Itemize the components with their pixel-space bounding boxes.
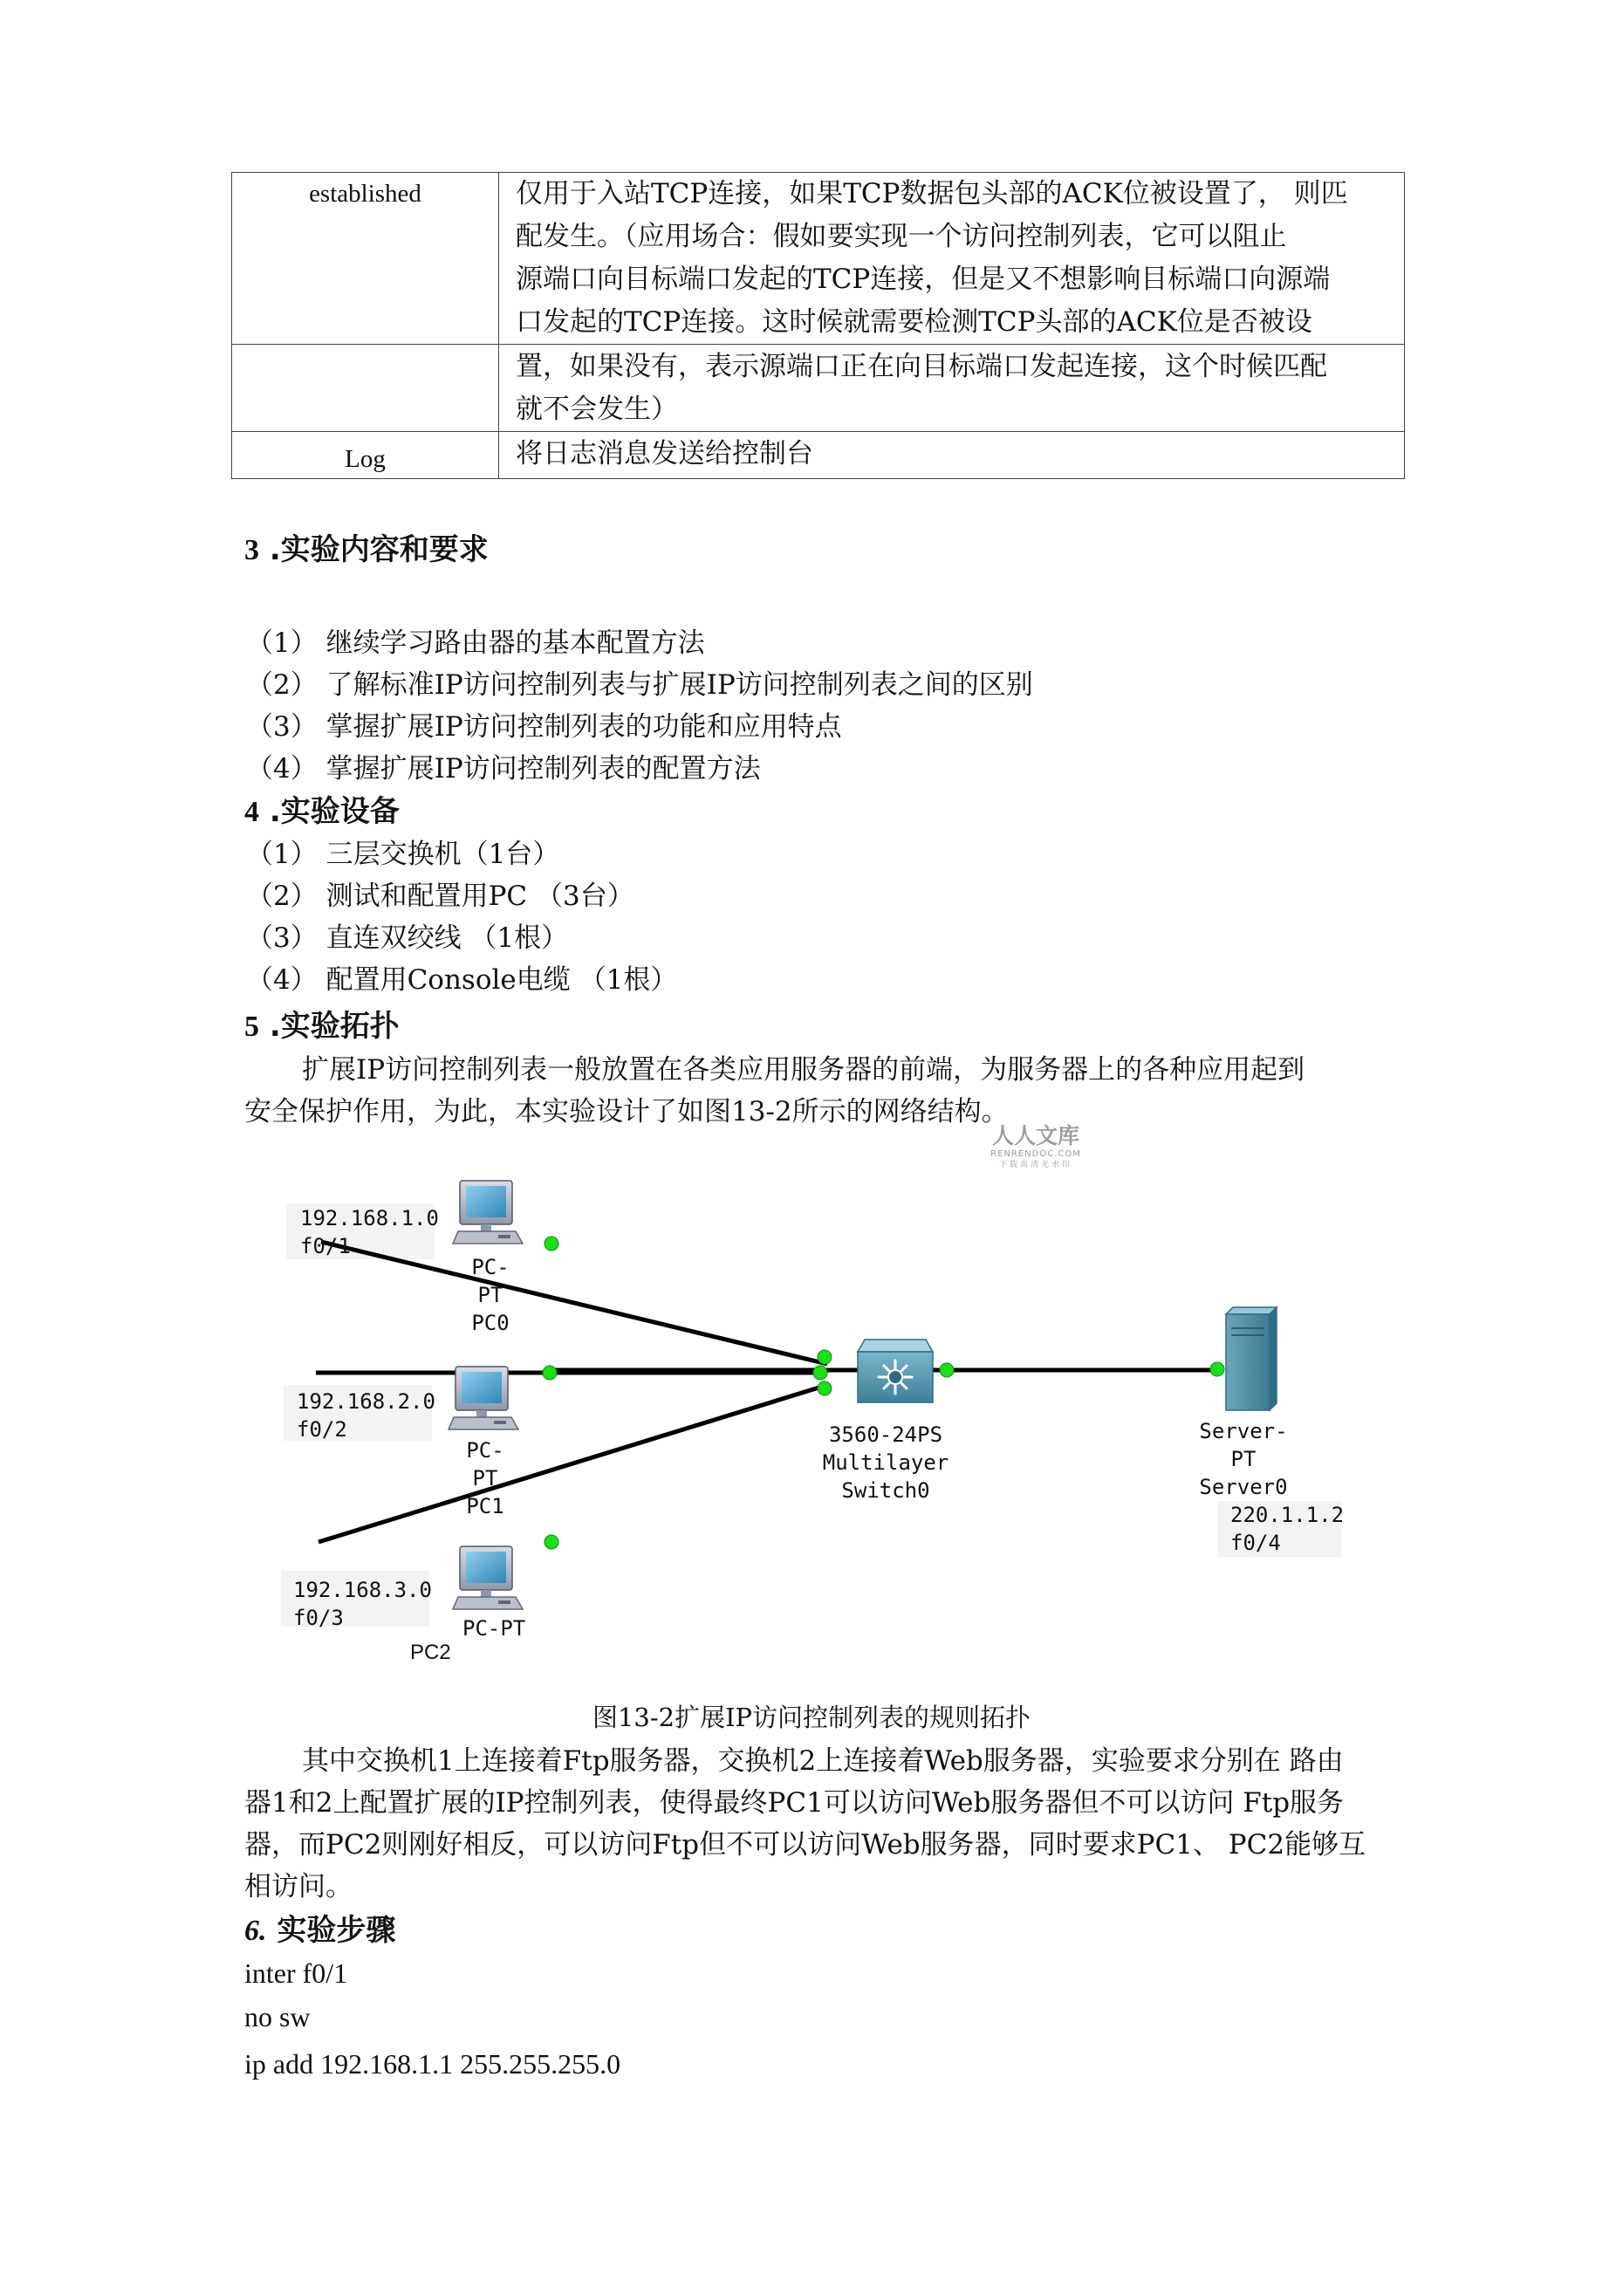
link-pc0-switch: [321, 1242, 827, 1364]
paragraph-line: 其中交换机1上连接着Ftp服务器，交换机2上连接着Web服务器，实验要求分别在 路由: [302, 1745, 1344, 1777]
server-port: f0/4: [1230, 1531, 1281, 1555]
port-up-indicator: [1210, 1362, 1224, 1376]
section-3-heading: [244, 529, 489, 572]
acl-keyword-table: [231, 172, 1405, 479]
table-desc-line: 将日志消息发送给控制台: [516, 438, 813, 469]
port-up-indicator: [544, 1237, 558, 1251]
pc1-device-label: [457, 1436, 513, 1520]
table-desc-line: 口发起的TCP连接。这时候就需要检测TCP头部的ACK位是否被设: [516, 306, 1312, 338]
switch-name: Multilayer Switch0: [822, 1450, 949, 1503]
port-up-indicator: [818, 1350, 832, 1364]
section-title: 实验步骤: [277, 1913, 396, 1948]
list-item: （3） 直连双绞线 （1根）: [246, 922, 569, 954]
port-up-indicator: [813, 1366, 827, 1380]
table-desc-line: 仅用于入站TCP连接，如果TCP数据包头部的ACK位被设置了， 则匹: [516, 178, 1348, 209]
pc2-computer-icon: [453, 1546, 523, 1609]
command-line: inter f0/1: [244, 1957, 348, 1989]
pc2-network-label: [293, 1576, 432, 1632]
section-title: .实验内容和要求: [269, 532, 489, 567]
pc1-name: PC1: [466, 1494, 504, 1518]
figure-caption: 图13-2扩展IP访问控制列表的规则拓扑: [592, 1703, 1031, 1732]
section-number: 6.: [244, 1915, 267, 1947]
server-ip: 220.1.1.2: [1230, 1503, 1345, 1527]
port-up-indicator: [940, 1363, 954, 1377]
section-number: 3: [244, 534, 259, 566]
section-number: 5: [244, 1011, 259, 1043]
list-item: （4） 掌握扩展IP访问控制列表的配置方法: [246, 753, 761, 785]
experiment-requirement-paragraph: [244, 1740, 1366, 1908]
watermark-logo: [979, 1124, 1092, 1170]
section-5-paragraph: [244, 1049, 1305, 1133]
pc1-subnet: 192.168.2.0: [297, 1389, 435, 1414]
server-icon: [1226, 1307, 1277, 1410]
server-device-label: [1187, 1417, 1300, 1501]
list-item: （4） 配置用Console电缆 （1根）: [246, 964, 678, 996]
watermark-title: 人人文库: [991, 1123, 1079, 1148]
config-commands: [244, 1951, 620, 2086]
section-3-list: [246, 622, 1033, 790]
table-desc-line: 置，如果没有，表示源端口正在向目标端口发起连接，这个时候匹配: [516, 351, 1327, 382]
watermark-url: RENRENDOC.COM: [990, 1149, 1081, 1159]
paragraph-line: 扩展IP访问控制列表一般放置在各类应用服务器的前端，为服务器上的各种应用起到: [302, 1054, 1305, 1086]
server-network-label: [1230, 1501, 1344, 1557]
table-desc-established: [516, 173, 1348, 344]
table-desc-continued: [516, 346, 1327, 431]
list-item: （1） 三层交换机（1台）: [246, 839, 560, 870]
table-row-divider: [232, 344, 1404, 345]
port-up-indicator: [544, 1535, 558, 1549]
pc2-name: PC2: [410, 1641, 451, 1664]
section-title: .实验设备: [269, 794, 400, 829]
pc0-port: f0/1: [300, 1234, 351, 1258]
section-title: .实验拓扑: [269, 1009, 400, 1044]
pc2-subnet: 192.168.3.0: [293, 1578, 432, 1602]
paragraph-line: 安全保护作用，为此，本实验设计了如图13-2所示的网络结构。: [244, 1096, 1009, 1127]
section-6-heading: [244, 1909, 395, 1952]
server-name: Server0: [1199, 1475, 1288, 1499]
network-topology-diagram: [279, 1169, 1352, 1667]
table-keyword-log: Log: [345, 445, 386, 473]
table-keyword-established: established: [309, 180, 421, 208]
paragraph-line: 器1和2上配置扩展的IP控制列表，使得最终PC1可以访问Web服务器但不可以访问 Ftp服务: [244, 1787, 1345, 1819]
table-desc-line: 就不会发生）: [516, 394, 678, 425]
switch-model: 3560-24PS: [828, 1422, 943, 1447]
pc1-network-label: [297, 1388, 435, 1443]
command-line: no sw: [244, 2001, 311, 2032]
pc0-subnet: 192.168.1.0: [300, 1206, 439, 1230]
command-line: ip add 192.168.1.1 255.255.255.0: [244, 2048, 621, 2080]
list-item: （1） 继续学习路由器的基本配置方法: [246, 627, 705, 659]
section-4-heading: [244, 791, 400, 833]
pc0-type: PC-PT: [471, 1255, 510, 1307]
pc0-network-label: [300, 1204, 439, 1260]
list-item: （2） 测试和配置用PC （3台）: [246, 881, 634, 912]
pc0-name: PC0: [471, 1311, 510, 1335]
multilayer-switch-icon: [858, 1340, 933, 1402]
table-desc-line: 配发生。（应用场合：假如要实现一个访问控制列表，它可以阻止: [516, 221, 1287, 252]
pc2-type: PC-PT: [462, 1616, 526, 1641]
list-item: （3） 掌握扩展IP访问控制列表的功能和应用特点: [246, 711, 842, 743]
pc0-computer-icon: [453, 1181, 523, 1244]
table-row-divider: [232, 431, 1404, 432]
table-column-divider: [498, 173, 499, 478]
section-5-heading: [244, 1005, 400, 1048]
pc0-device-label: [462, 1253, 518, 1337]
pc1-port: f0/2: [297, 1417, 347, 1442]
watermark-tagline: 下载高清无水印: [998, 1161, 1072, 1169]
section-number: 4: [244, 796, 259, 828]
switch-label: [772, 1421, 999, 1504]
paragraph-line: 器，而PC2则刚好相反，可以访问Ftp但不可以访问Web服务器，同时要求PC1、 PC2能够互: [244, 1829, 1366, 1861]
port-up-indicator: [818, 1381, 832, 1395]
table-desc-line: 源端口向目标端口发起的TCP连接，但是又不想影响目标端口向源端: [516, 264, 1331, 295]
list-item: （2） 了解标准IP访问控制列表与扩展IP访问控制列表之间的区别: [246, 669, 1033, 701]
pc1-type: PC-PT: [466, 1438, 504, 1491]
section-4-list: [246, 833, 677, 1001]
table-desc-log: [516, 433, 813, 476]
port-up-indicator: [543, 1366, 557, 1380]
server-type: Server-PT: [1199, 1419, 1288, 1471]
pc1-computer-icon: [449, 1367, 518, 1429]
paragraph-line: 相访问。: [244, 1871, 353, 1902]
pc2-port: f0/3: [293, 1606, 344, 1630]
